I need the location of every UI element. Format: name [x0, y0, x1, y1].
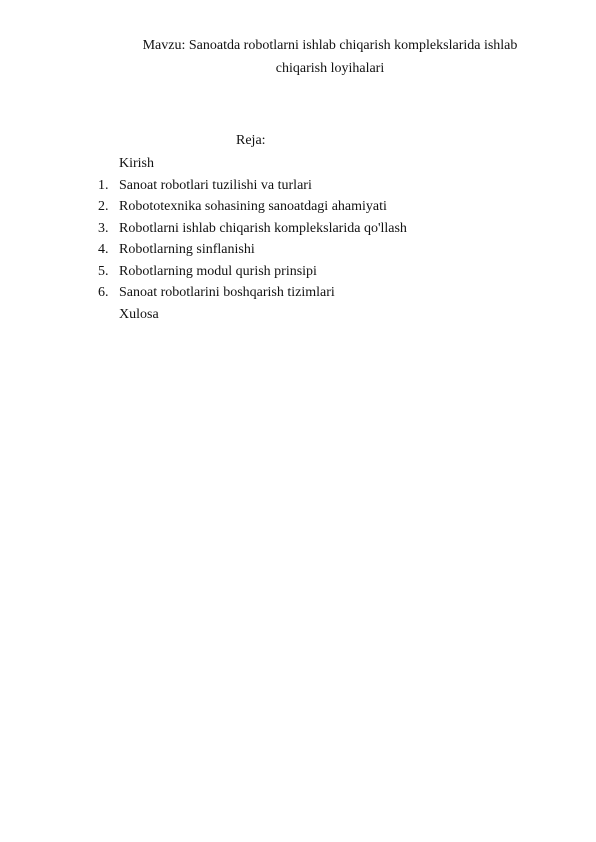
outline-item-text: Robotlarning sinflanishi — [119, 242, 255, 257]
outline-item-number: 5. — [98, 263, 109, 279]
outline-item-6 — [98, 282, 538, 304]
outline-item-conclusion — [98, 304, 538, 326]
plan-outline — [98, 153, 538, 325]
title-line-1: Mavzu: Sanoatda robotlarni ishlab chiqarish komplekslarida ishlab — [142, 38, 518, 53]
outline-item-5 — [98, 261, 538, 283]
outline-item-introduction — [98, 153, 538, 175]
outline-item-number: 3. — [98, 220, 109, 236]
outline-item-text: Kirish — [119, 156, 154, 171]
outline-item-number: 6. — [98, 285, 109, 300]
outline-item-1 — [98, 175, 538, 197]
outline-item-4 — [98, 239, 538, 261]
outline-item-text: Sanoat robotlarini boshqarish tizimlari — [119, 285, 335, 300]
document-title — [130, 34, 530, 80]
outline-item-text: Sanoat robotlari tuzilishi va turlari — [119, 177, 312, 193]
outline-item-number: 4. — [98, 242, 109, 257]
outline-item-2 — [98, 196, 538, 218]
outline-item-number: 2. — [98, 199, 109, 214]
title-line-2: chiqarish loyihalari — [275, 61, 385, 76]
outline-item-3 — [98, 218, 538, 240]
outline-item-number: 1. — [98, 177, 109, 193]
outline-item-text: Xulosa — [119, 306, 159, 322]
outline-item-text: Robotlarning modul qurish prinsipi — [119, 263, 317, 279]
outline-item-text: Robototexnika sohasining sanoatdagi ahamiyati — [119, 199, 387, 214]
plan-heading: Reja: — [236, 133, 266, 148]
outline-item-text: Robotlarni ishlab chiqarish komplekslarida qo'llash — [119, 220, 407, 236]
